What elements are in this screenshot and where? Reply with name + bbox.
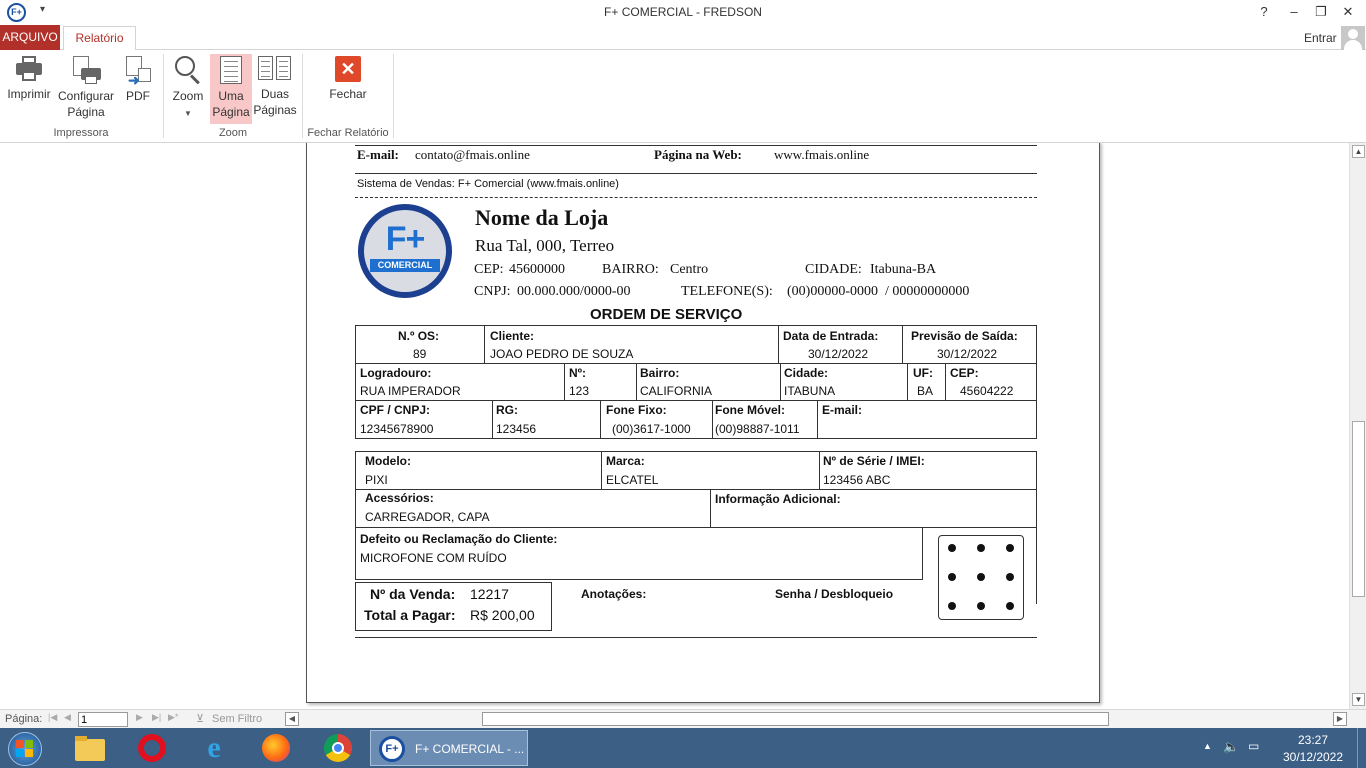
quick-access-dropdown-icon[interactable]: ▾ bbox=[40, 4, 46, 15]
exit-forecast: 30/12/2022 bbox=[937, 347, 998, 361]
pattern-dot bbox=[977, 544, 985, 552]
entry-date: 30/12/2022 bbox=[808, 347, 869, 361]
device-model: PIXI bbox=[365, 473, 388, 487]
taskbar bbox=[0, 728, 1366, 768]
tray-expand-icon[interactable]: ▲ bbox=[1203, 741, 1212, 751]
title-bar bbox=[0, 0, 1366, 25]
one-page-button[interactable]: Uma Página bbox=[210, 54, 252, 124]
two-pages-button[interactable]: Duas Páginas bbox=[253, 54, 297, 124]
page-setup-icon bbox=[71, 56, 101, 84]
prev-page-icon[interactable]: ◀ bbox=[64, 712, 71, 722]
pattern-dot bbox=[1006, 573, 1014, 581]
device-brand: ELCATEL bbox=[606, 473, 659, 487]
street-number: 123 bbox=[569, 384, 590, 398]
pattern-dot bbox=[1006, 544, 1014, 552]
page-number-input[interactable] bbox=[78, 712, 128, 727]
horizontal-scroll-thumb[interactable] bbox=[482, 712, 1109, 726]
firefox-icon[interactable] bbox=[256, 732, 296, 764]
tab-report[interactable]: Relatório bbox=[63, 26, 136, 51]
clock-time: 23:27 bbox=[1297, 733, 1329, 747]
scroll-down-icon[interactable]: ▼ bbox=[1352, 693, 1365, 706]
total-amount: R$ 200,00 bbox=[470, 607, 535, 623]
store-bairro: Centro bbox=[670, 262, 709, 277]
sale-number: 12217 bbox=[470, 586, 509, 602]
store-cep: 45600000 bbox=[509, 262, 565, 277]
print-button[interactable]: Imprimir bbox=[4, 54, 54, 124]
signin-link[interactable]: Entrar bbox=[1304, 31, 1337, 45]
pattern-dot bbox=[977, 573, 985, 581]
chrome-icon[interactable] bbox=[318, 732, 358, 764]
avatar[interactable] bbox=[1341, 26, 1365, 50]
client-cep: 45604222 bbox=[960, 384, 1014, 398]
store-address: Rua Tal, 000, Terreo bbox=[475, 236, 615, 255]
internet-explorer-icon[interactable]: e bbox=[207, 731, 221, 764]
street: RUA IMPERADOR bbox=[360, 384, 461, 398]
close-icon: ✕ bbox=[335, 56, 361, 82]
client-rg: 123456 bbox=[496, 422, 537, 436]
unlock-pattern-grid bbox=[938, 535, 1024, 620]
document-title: ORDEM DE SERVIÇO bbox=[590, 306, 743, 323]
scroll-right-icon[interactable]: ▶ bbox=[1333, 712, 1347, 726]
system-info: Sistema de Vendas: F+ Comercial (www.fmais.online) bbox=[357, 178, 619, 190]
magnifier-icon bbox=[174, 56, 202, 84]
file-explorer-icon[interactable] bbox=[70, 732, 110, 764]
first-page-icon[interactable]: |◀ bbox=[48, 712, 58, 722]
start-button[interactable] bbox=[4, 732, 44, 764]
window-title: F+ COMERCIAL - FREDSON bbox=[604, 5, 762, 19]
printer-icon bbox=[15, 56, 43, 82]
pdf-button[interactable]: ➜ PDF bbox=[118, 54, 158, 124]
minimize-button[interactable]: – bbox=[1290, 4, 1298, 19]
report-preview-area[interactable] bbox=[0, 143, 1349, 709]
client-name: JOAO PEDRO DE SOUZA bbox=[490, 347, 634, 361]
store-phones: (00)00000-0000 / 00000000000 bbox=[787, 284, 970, 299]
scroll-left-icon[interactable]: ◀ bbox=[285, 712, 299, 726]
page-setup-button[interactable]: Configurar Página bbox=[56, 54, 116, 124]
help-button[interactable]: ? bbox=[1260, 4, 1268, 19]
single-page-icon bbox=[220, 56, 242, 84]
email-value: contato@fmais.online bbox=[415, 147, 530, 162]
client-phone: (00)3617-1000 bbox=[612, 422, 691, 436]
defect-description: MICROFONE COM RUÍDO bbox=[360, 551, 507, 565]
client-mobile: (00)98887-1011 bbox=[715, 422, 800, 436]
restore-button[interactable]: ❐ bbox=[1315, 4, 1327, 19]
zoom-button[interactable]: Zoom ▼ bbox=[168, 54, 208, 124]
network-icon[interactable]: ▭ bbox=[1248, 739, 1260, 753]
opera-icon[interactable] bbox=[132, 732, 172, 764]
ribbon bbox=[0, 50, 1366, 143]
close-report-button[interactable]: ✕ Fechar bbox=[322, 54, 374, 124]
scroll-up-icon[interactable]: ▲ bbox=[1352, 145, 1365, 158]
group-label-printer: Impressora bbox=[53, 127, 109, 139]
device-accessories: CARREGADOR, CAPA bbox=[365, 510, 490, 524]
email-label: E-mail: bbox=[357, 147, 399, 162]
tab-file[interactable]: ARQUIVO bbox=[0, 25, 60, 50]
client-city: ITABUNA bbox=[784, 384, 836, 398]
client-bairro: CALIFORNIA bbox=[640, 384, 713, 398]
pattern-dot bbox=[1006, 602, 1014, 610]
pattern-dot bbox=[948, 602, 956, 610]
store-name: Nome da Loja bbox=[475, 205, 609, 230]
last-page-icon[interactable]: ▶| bbox=[152, 712, 162, 722]
next-page-icon[interactable]: ▶ bbox=[136, 712, 143, 722]
os-number: 89 bbox=[413, 347, 427, 361]
taskbar-item-fcomercial[interactable]: F+ F+ COMERCIAL - ... bbox=[370, 730, 528, 766]
vertical-scrollbar[interactable] bbox=[1349, 143, 1366, 709]
filter-icon: ⊻ bbox=[196, 713, 205, 725]
store-cnpj: 00.000.000/0000-00 bbox=[517, 284, 631, 299]
close-button[interactable]: ✕ bbox=[1342, 4, 1354, 19]
web-value: www.fmais.online bbox=[774, 147, 870, 162]
pattern-dot bbox=[948, 573, 956, 581]
client-uf: BA bbox=[917, 384, 934, 398]
status-bar bbox=[0, 709, 1366, 728]
chevron-down-icon: ▼ bbox=[184, 109, 192, 118]
company-logo: F+ COMERCIAL bbox=[358, 204, 452, 298]
pdf-export-icon: ➜ bbox=[124, 56, 152, 84]
pattern-dot bbox=[948, 544, 956, 552]
app-icon[interactable]: F+ bbox=[7, 3, 26, 22]
show-desktop-button[interactable] bbox=[1357, 728, 1366, 768]
device-serial: 123456 ABC bbox=[823, 473, 891, 487]
pattern-dot bbox=[977, 602, 985, 610]
report-page: E-mail: contato@fmais.online Página na Web: www.fmais.online Sistema de Vendas: F+ Comercial (www.fmais.online) F+ COMERCIAL Nome da Loja Rua Tal, 000, Terreo CEP: 45600000 BAIRRO: Centro CIDADE: Itabuna-BA CNPJ: 00.000.000/0000-00 TELEFONE(S): (00)00000-0000 / 00000000000 ORDEM DE SERVIÇO N.º OS: 89 Cliente: JOAO PEDRO DE SOUZA Data de Entrada: 30/12/2022 Previsão de Saída: 30/12/2022 Logradouro: RUA IMPERADOR Nº: 123 Bairro: CALIFORNIA Cidade: ITABUNA UF: BA CEP: 45604222 CPF / CNPJ: 12345678900 RG: 123456 Fone Fixo: (00)3617-1000 Fone Móvel: (00)98887-1011 E-mail: Modelo: PIXI Marca: ELCATEL Nº de Série / IMEI: 123456 ABC Acessórios: CARREGADOR, CAPA Informação Adicional: Defeito ou Reclamação do Cliente: MICROFONE COM RUÍDO Nº da Venda: 12217 Total a Pagar: R$ 200,00 Anotações: Senha / Desbloqueio bbox=[306, 143, 1100, 703]
web-label: Página na Web: bbox=[654, 147, 742, 162]
group-label-zoom: Zoom bbox=[218, 127, 248, 139]
group-label-close: Fechar Relatório bbox=[307, 127, 389, 139]
ribbon-tabs bbox=[0, 25, 1366, 50]
page-label: Página: bbox=[5, 713, 43, 725]
scroll-thumb[interactable] bbox=[1352, 421, 1365, 597]
volume-icon[interactable]: 🔈 bbox=[1223, 739, 1240, 754]
filter-status[interactable]: Sem Filtro bbox=[212, 713, 263, 725]
store-city: Itabuna-BA bbox=[870, 262, 937, 277]
client-cpf: 12345678900 bbox=[360, 422, 434, 436]
two-pages-icon bbox=[258, 56, 292, 82]
clock-date: 30/12/2022 bbox=[1282, 750, 1344, 764]
new-page-icon[interactable]: ▶* bbox=[168, 712, 179, 722]
clock[interactable] bbox=[1278, 733, 1348, 764]
fcomercial-icon: F+ bbox=[379, 736, 405, 762]
